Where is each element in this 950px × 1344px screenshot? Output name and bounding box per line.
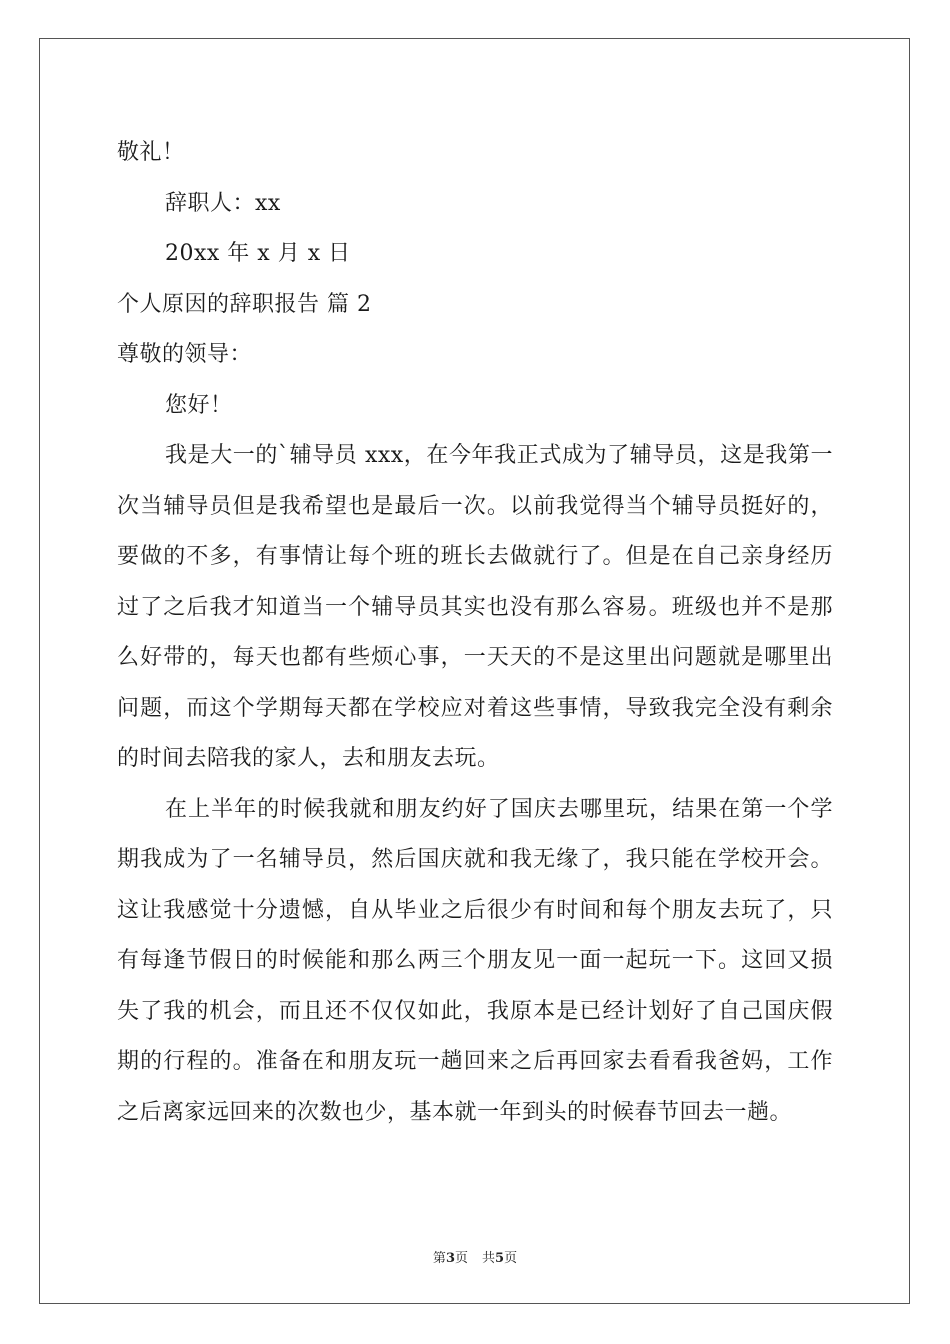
signature-line: 辞职人：xx (165, 190, 281, 216)
section-heading: 个人原因的辞职报告 篇 2 (117, 291, 372, 317)
greeting-line: 尊敬的领导： (117, 342, 253, 367)
page-prefix: 第 (432, 1251, 446, 1266)
document-body (117, 128, 833, 1138)
body-paragraph-2: 在上半年的时候我就和朋友约好了国庆去哪里玩，结果在第一个学期我成为了一名辅导员，然后国庆就和我无缘了，我只能在学校开会。这让我感觉十分遗憾，自从毕业之后很少有时间和每个朋友去玩了，只有每逢节假日的时候能和那么两三个朋友见一面一起玩一下。这回又损失了我的机会，而且还不仅仅如此，我原本是已经计划好了自己国庆假期的行程的。准备在和朋友玩一趟回来之后再回家去看看我爸妈，工作之后离家远回来的次数也少，基本就一年到头的时候春节回去一趟。 (117, 796, 833, 1125)
date-line: 20xx 年 x 月 x 日 (165, 241, 351, 266)
opening-line: 您好！ (165, 392, 233, 418)
total-prefix: 共 (482, 1251, 496, 1266)
total-suffix: 页 (504, 1251, 518, 1266)
page-total: 5 (495, 1251, 505, 1266)
body-paragraph-1: 我是大一的`辅导员 xxx，在今年我正式成为了辅导员，这是我第一次当辅导员但是我希望也是最后一次。以前我觉得当个辅导员挺好的，要做的不多，有事情让每个班的班长去做就行了。但是在自己亲身经历过了之后我才知道当一个辅导员其实也没有那么容易。班级也并不是那么好带的，每天也都有些烦心事，一天天的不是这里出问题就是哪里出问题，而这个学期每天都在学校应对着这些事情，导致我完全没有剩余的时间去陪我的家人，去和朋友去玩。 (117, 443, 833, 771)
page-suffix: 页 (454, 1251, 468, 1266)
closing-salutation: 敬礼！ (117, 140, 185, 165)
page-footer (0, 1247, 950, 1266)
page-current: 3 (445, 1251, 455, 1266)
